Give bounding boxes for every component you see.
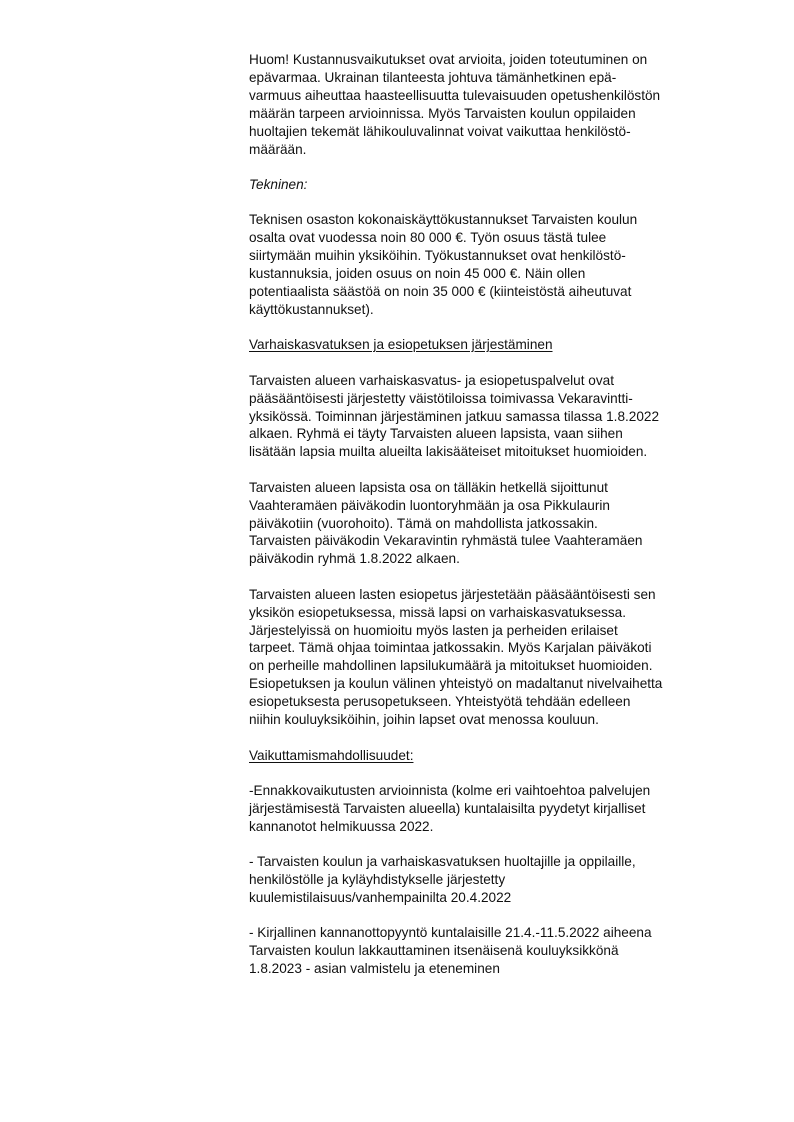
influence-item-1: -Ennakkovaikutusten arvioinnista (kolme eri vaihtoehtoa palvelujen järjestämisestä Tarvaisten alueella) kuntalaisilta pyydetyt kirjalliset kannanotot helmikuussa 2022. <box>249 782 651 834</box>
preschool-paragraph: Tarvaisten alueen lasten esiopetus järjestetään pääsääntöisesti sen yksikön esiopetuksessa, missä lapsi on varhaiskasvatuksessa. Järjestelyissä on huomioitu myös lasten ja perheiden erilaiset tarpeet. Tämä ohjaa toimintaa jatkossakin. Myös Karjalan päiväkoti on perheille mahdollinen lapsilukumäärä ja mitoitukset huomioiden. Esiopetuksen ja koulun välinen yhteistyö on madaltanut nivelvaihetta esiopetuksesta perusopetukseen. Yhteistyötä tehdään edelleen niihin kouluyksiköihin, joihin lapset ovat menossa kouluun. <box>249 586 663 728</box>
technical-heading: Tekninen: <box>249 176 308 192</box>
early-education-paragraph-1: Tarvaisten alueen varhaiskasvatus- ja esiopetuspalvelut ovat pääsääntöisesti järjestetty väistötiloissa toimivassa Vekaravintti- yksikössä. Toiminnan järjestäminen jatkuu samassa tilassa 1.8.2022 alkaen. Ryhmä ei täyty Tarvaisten alueen lapsista, vaan siihen lisätään lapsia muilta alueilta lakisääteiset mitoitukset huomioiden. <box>249 372 660 460</box>
technical-costs-paragraph: Teknisen osaston kokonaiskäyttökustannukset Tarvaisten koulun osalta ovat vuodessa noin 80 000 €. Työn osuus tästä tulee siirtymään muihin yksiköihin. Työkustannukset ovat henkilöstö- kustannuksia, joiden osuus on noin 45 000 €. Näin ollen potentiaalista säästöä on noin 35 000 € (kiinteistöstä aiheutuvat käyttökustannukset). <box>249 212 638 317</box>
influence-item-2: - Tarvaisten koulun ja varhaiskasvatuksen huoltajille ja oppilaille, henkilöstölle ja kyläyhdistykselle järjestetty kuulemistilaisuus/vanhempainilta 20.4.2022 <box>249 854 636 905</box>
cost-impact-note: Huom! Kustannusvaikutukset ovat arvioita, joiden toteutuminen on epävarmaa. Ukrainan tilanteesta johtuva tämänhetkinen epä- varmuus aiheuttaa haasteellisuutta tulevaisuuden opetushenkilöstön määrän tarpeen arvioinnissa. Myös Tarvaisten koulun oppilaiden huoltajien tekemät lähikouluvalinnat voivat vaikuttaa henkilöstö- määrään. <box>249 52 661 157</box>
document-body <box>249 51 731 996</box>
influence-opportunities-heading: Vaikuttamismahdollisuudet: <box>249 747 414 763</box>
early-education-heading: Varhaiskasvatuksen ja esiopetuksen järjestäminen <box>249 337 553 353</box>
influence-item-3: - Kirjallinen kannanottopyyntö kuntalaisille 21.4.-11.5.2022 aiheena Tarvaisten koulun lakkauttaminen itsenäisenä kouluyksikkönä 1.8.2023 - asian valmistelu ja eteneminen <box>249 925 652 977</box>
early-education-paragraph-2: Tarvaisten alueen lapsista osa on tälläkin hetkellä sijoittunut Vaahteramäen päiväkodin luontoryhmään ja osa Pikkulaurin päiväkotiin (vuorohoito). Tämä on mahdollista jatkossakin. Tarvaisten päiväkodin Vekaravintin ryhmästä tulee Vaahteramäen päiväkodin ryhmä 1.8.2022 alkaen. <box>249 479 643 567</box>
